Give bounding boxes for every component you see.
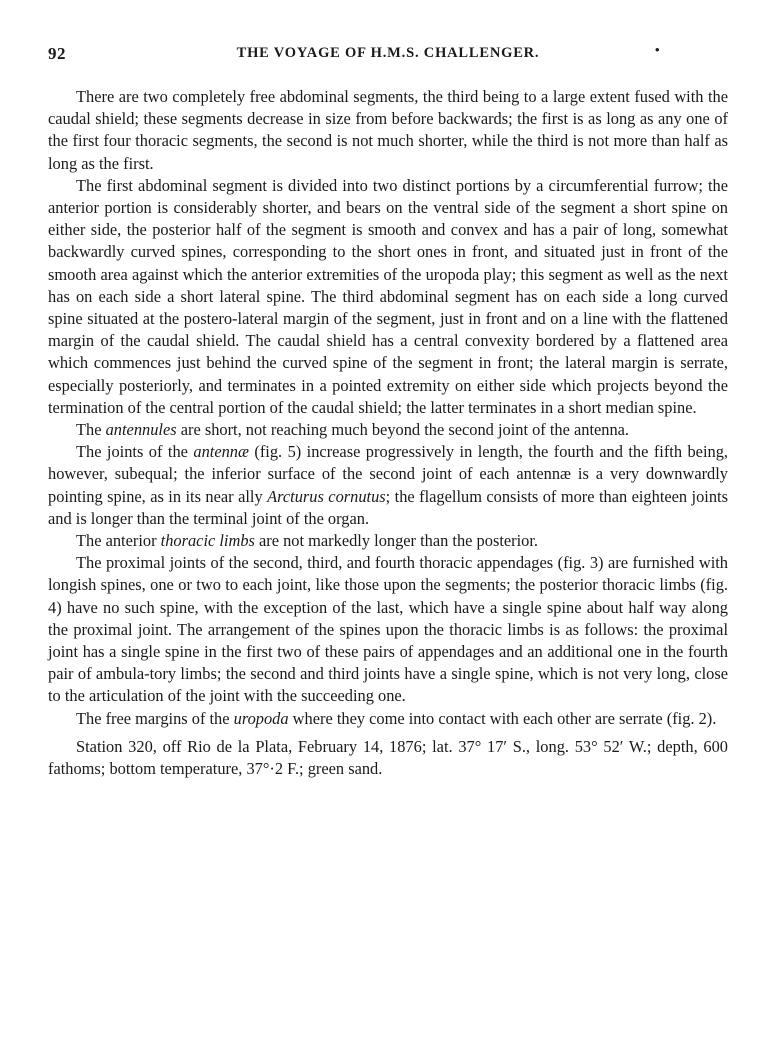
antennules-text-after: are short, not reaching much beyond the second joint of the antenna. <box>176 420 630 440</box>
uropoda-text-before: The free margins of the <box>76 708 234 728</box>
uropoda-term: uropoda <box>233 708 289 728</box>
running-title: THE VOYAGE OF H.M.S. CHALLENGER. <box>236 45 540 61</box>
printer-mark: • <box>655 42 660 57</box>
paragraph-abdominal-segments: There are two completely free abdominal segments, the third being to a large extent fused with the caudal shield; these segments decrease in size from before backwards; the first is as long as any one of the first four thoracic segments, the second is not much shorter, while the third is not more than half as long as the first. <box>48 87 728 173</box>
paragraph-antennae <box>48 441 728 530</box>
paragraph-thoracic-appendages: The proximal joints of the second, third, and fourth thoracic appendages (fig. 3) are furnished with longish spines, one or two to each joint, like those upon the segments; the posterior thoracic limbs (fig. 4) have no such spine, with the exception of the last, which have a single spine about half way along the proximal joint. The arrangement of the spines upon the thoracic limbs is as follows: the proximal joint has a single spine in the first two of these pairs of appendages and an additional one in the fourth pair of ambula-tory limbs; the second and third joints have a single spine, which is not very long, close to the articulation of the joint with the succeeding one. <box>48 553 728 706</box>
body-text <box>48 86 728 780</box>
paragraph-antennules <box>48 419 728 441</box>
thoracic-limbs-term: thoracic limbs <box>160 531 255 551</box>
antennules-text-before: The <box>76 420 106 440</box>
page-number: 92 <box>48 44 66 63</box>
antennules-term: antennules <box>105 420 177 440</box>
paragraph-first-abdominal-segment: The first abdominal segment is divided into two distinct portions by a circumferential furrow; the anterior portion is considerably shorter, and bears on the ventral side of the segment a short spine on either side, the posterior half of the segment is smooth and convex and has a pair of long, somewhat backwardly curved spines, corresponding to the short ones in front, and situated just in front of the smooth area against which the anterior extremities of the uropoda play; this segment as well as the next has on each side a short lateral spine. The third abdominal segment has on each side a long curved spine situated at the postero-lateral margin of the segment, just in front and on a line with the flattened margin of the caudal shield. The caudal shield has a central convexity bordered by a flattened area which commences just behind the curved spine of the segment in front; the lateral margin is serrate, especially posteriorly, and terminates in a pointed extremity on either side which projects beyond the termination of the central portion of the caudal shield; the latter terminates in a short median spine. <box>48 175 728 417</box>
antennae-text-before: The joints of the <box>76 442 194 462</box>
thoracic-text-before: The anterior <box>76 531 161 551</box>
uropoda-text-after: where they come into contact with each other are serrate (fig. 2). <box>288 708 717 728</box>
paragraph-thoracic-limbs <box>48 530 728 552</box>
running-head <box>48 44 728 68</box>
thoracic-text-after: are not markedly longer than the posterior. <box>254 531 539 551</box>
antennae-term: antennæ <box>193 442 249 462</box>
antennae-text-after: ; the flagellum consists of more than eighteen joints and is longer than the terminal joint of the organ. <box>48 486 728 528</box>
station-record: Station 320, off Rio de la Plata, February 14, 1876; lat. 37° 17′ S., long. 53° 52′ W.; depth, 600 fathoms; bottom temperature, 37°·2 F.; green sand. <box>48 736 728 779</box>
paragraph-uropoda <box>48 708 728 730</box>
antennae-text-middle: (fig. 5) increase progressively in length, the fourth and the fifth being, however, subequal; the inferior surface of the second joint of each antennæ is a very downwardly pointing spine, as in its near ally <box>48 442 728 506</box>
species-name: Arcturus cornutus <box>267 486 386 506</box>
